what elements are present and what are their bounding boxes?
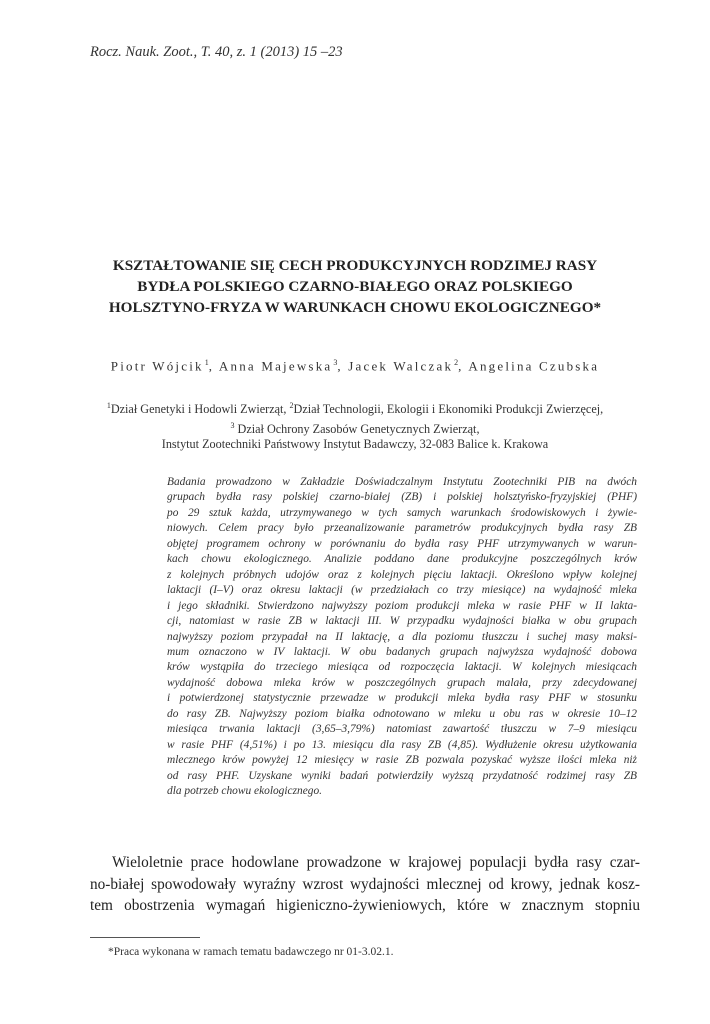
abstract-line: objętej programem ochrony w porównaniu do bydła rasy PHF utrzymywanych w warun- (167, 537, 637, 550)
paragraph-line: tem obostrzenia wymagań higieniczno-żywieniowych, które w znacznym stopniu (90, 897, 640, 914)
abstract-line: i potwierdzonej statystycznie przewadze w produkcji mleka bydła rasy PHF w stosunku (167, 692, 637, 705)
title-line: KSZTAŁTOWANIE SIĘ CECH PRODUKCYJNYCH RODZIMEJ RASY (112, 257, 598, 274)
abstract-line: kach chowu ekologicznego. Analizie poddano dane produkcyjne poszczególnych krów (167, 553, 637, 566)
abstract-line: mum oznaczono w IV laktacji. W obu badanych grupach najwyższa wydajność dobowa (167, 645, 637, 658)
abstract-line: wydajność dobowa mleka krów w poszczególnych grupach malała, przy zdecydowanej (167, 676, 637, 689)
affiliation-line (40, 398, 670, 418)
title-line: HOLSZTYNO-FRYZA W WARUNKACH CHOWU EKOLOGICZNEGO* (108, 299, 602, 316)
affiliation-text: Dział Ochrony Zasobów Genetycznych Zwierząt, (234, 421, 480, 436)
footnote: *Praca wykonana w ramach tematu badawczego nr 01-3.02.1. (108, 946, 394, 958)
abstract-line: Badania prowadzono w Zakładzie Doświadczalnym Instytutu Zootechniki PIB na dwóch (167, 476, 637, 488)
title-line: BYDŁA POLSKIEGO CZARNO-BIAŁEGO ORAZ POLSKIEGO (137, 278, 573, 295)
abstract-line: mlecznego krów powyżej 12 miesięcy w rasie ZB pozwala pozyskać wyższe ilości mleka niż (167, 754, 637, 767)
affiliation-mark: 3 (230, 420, 235, 430)
abstract-line: najwyższy poziom przypadał na II laktację, a dla poziomu tłuszczu i suchej masy maksi- (167, 630, 637, 643)
author-separator: , (208, 358, 219, 374)
author-separator: , (458, 358, 469, 374)
paragraph-line: no-białej spowodowały wyraźny wzrost wydajności mlecznej od krowy, jednak kosz- (90, 875, 640, 893)
abstract (167, 475, 637, 800)
abstract-line: krów wystąpiła do trzeciego miesiąca od rozpoczęcia laktacji. W kolejnych miesiącach (167, 661, 637, 674)
author-name: Jacek Walczak (348, 358, 454, 374)
abstract-line: do rasy ZB. Najwyższy poziom białka odnotowano w mleku u obu ras w okresie 10–12 (167, 707, 637, 720)
author-name: Angelina Czubska (468, 358, 600, 374)
affiliation-line (40, 418, 670, 438)
author-name: Anna Majewska (218, 358, 333, 374)
author-affiliation-mark: 3 (333, 358, 338, 367)
author-affiliation-mark: 1 (204, 358, 209, 367)
abstract-line: miesiąca trwania laktacji (3,65–3,79%) natomiast zawartość tłuszczu w 7–9 miesiącu (167, 723, 637, 736)
abstract-line: niowych. Celem pracy było przeanalizowanie parametrów produkcyjnych bydła rasy ZB (167, 522, 637, 535)
author-affiliation-mark: 2 (454, 358, 459, 367)
body-text (90, 852, 640, 917)
paragraph-line: Wieloletnie prace hodowlane prowadzone w krajowej populacji bydła rasy czar- (112, 854, 640, 871)
abstract-line: grupach bydła rasy polskiej czarno-białej (ZB) i polskiej holsztyńsko-fryzyjskiej (PHF) (167, 491, 637, 504)
abstract-line: laktacji (I–V) oraz okresu laktacji (w przedziałach co trzy miesiące) na wydajność mleka (167, 584, 637, 597)
abstract-line: z kolejnych próbnych udojów oraz z kolejnych pięciu laktacji. Określono wpływ kolejnej (167, 568, 637, 581)
abstract-line: od rasy PHF. Uzyskane wyniki badań potwierdziły wyższą przydatność rodzimej rasy ZB (167, 769, 637, 782)
article-title (60, 255, 650, 318)
abstract-line: cji, natomiast w rasie ZB w laktacji III. W przypadku wydajności białka w obu grupach (167, 615, 637, 628)
abstract-line: w rasie PHF (4,51%) i po 13. miesiącu dla rasy ZB (4,85). Wydłużenie okresu użytkowania (167, 738, 637, 751)
abstract-line: i jego składniki. Stwierdzono najwyższy poziom produkcji mleka w rasie PHF w II lakta- (167, 599, 637, 612)
affiliation-mark: 1 (106, 401, 111, 410)
affiliation-text: Dział Genetyki i Hodowli Zwierząt, (110, 402, 290, 417)
abstract-line: dla potrzeb chowu ekologicznego. (167, 785, 323, 798)
affiliation-text: Dział Technologii, Ekologii i Ekonomiki Produkcji Zwierzęcej, (293, 402, 604, 417)
author-name: Piotr Wójcik (110, 358, 204, 374)
author-list (0, 358, 710, 374)
affiliations (40, 398, 670, 453)
journal-reference: Rocz. Nauk. Zoot., T. 40, z. 1 (2013) 15 –23 (90, 44, 343, 60)
abstract-line: po 29 sztuk każda, utrzymywanego w tych samych warunkach środowiskowych i żywie- (167, 506, 637, 519)
affiliation-mark: 2 (289, 401, 294, 410)
footnote-divider (90, 937, 200, 938)
author-separator: , (337, 358, 349, 374)
affiliation-line: Instytut Zootechniki Państwowy Instytut Badawczy, 32-083 Balice k. Krakowa (161, 437, 549, 452)
